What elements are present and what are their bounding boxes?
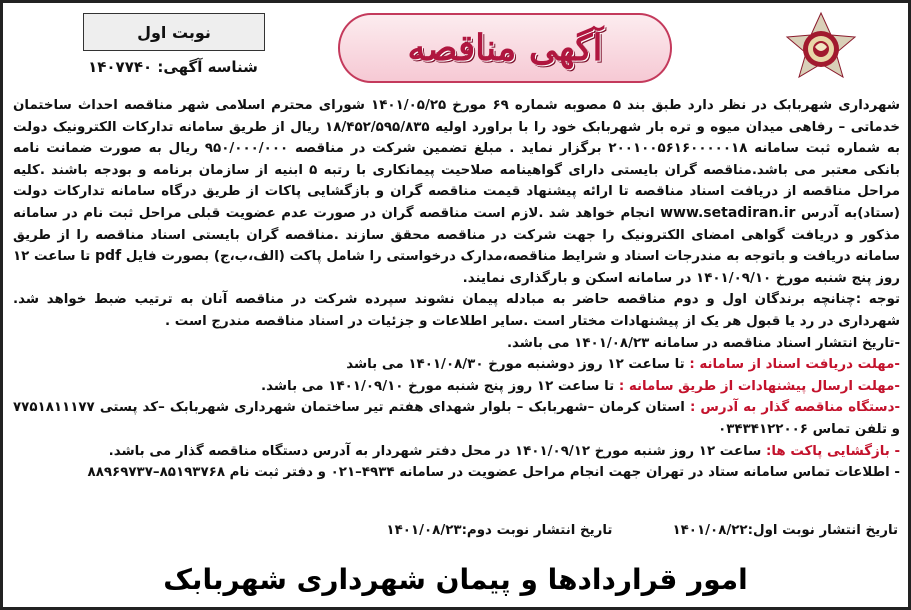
- title-banner: [338, 13, 672, 83]
- opening-label: - بازگشایی پاکت ها:: [765, 443, 900, 459]
- contact-info: - اطلاعات تماس سامانه ستاد در تهران جهت انجام مراحل عضویت در سامانه ۴۹۳۴–۰۲۱ و دفتر ثبت نام ۸۵۱۹۳۷۶۸–۸۸۹۶۹۷۳۷: [87, 465, 900, 481]
- receive-deadline: [13, 354, 900, 376]
- ad-id-label: شناسه آگهی:: [157, 58, 258, 76]
- ad-id: [73, 53, 273, 81]
- page-title: آگهی مناقصه: [407, 27, 603, 69]
- second-publication: تاریخ انتشار نوبت دوم:۱۴۰۱/۰۸/۲۳: [386, 523, 613, 538]
- footer-department: امور قراردادها و پیمان شهرداری شهربابک: [163, 562, 748, 596]
- intro-cont-text: انجام خواهد شد .لازم است مناقصه گران در صورت عدم عضویت قبلی مراحل ثبت نام در سامانه مذکور و دریافت گواهی امضای الکترونیک را جهت شرکت در مناقصه محقق سازند .مناقصه گران بایستی اسناد مناقصه را از طریق سامانه دریافت و باتوجه به مندرجات اسناد و شرایط مناقصه،مدارک درخواستی را شامل پاکت (الف،ب،ج) بصورت فایل: [13, 205, 900, 265]
- tender-address: [13, 397, 900, 440]
- receive-value: تا ساعت ۱۲ روز دوشنبه مورخ ۱۴۰۱/۰۸/۳۰ می باشد: [346, 357, 685, 373]
- submit-label: -مهلت ارسال پیشنهادات از طریق سامانه :: [618, 378, 900, 394]
- publish-date: -تاریخ انتشار اسناد مناقصه در سامانه ۱۴۰۱/۰۸/۲۳ می باشد.: [506, 335, 900, 351]
- notice-body: [13, 95, 900, 484]
- municipality-emblem-icon: [775, 9, 867, 89]
- envelope-opening: [13, 441, 900, 463]
- pdf-label: pdf: [95, 248, 122, 265]
- round-badge: [83, 13, 265, 51]
- first-publication: تاریخ انتشار نوبت اول:۱۴۰۱/۰۸/۲۲: [672, 523, 898, 538]
- address-label: -دستگاه مناقصه گذار به آدرس :: [689, 400, 901, 416]
- round-badge-label: نوبت اول: [137, 22, 211, 42]
- submit-value: تا ساعت ۱۲ روز پنج شنبه مورخ ۱۴۰۱/۰۹/۱۰ می باشد.: [261, 378, 615, 394]
- publication-dates: [123, 523, 898, 545]
- footer: [3, 551, 908, 607]
- opening-value: ساعت ۱۲ روز شنبه مورخ ۱۴۰۱/۰۹/۱۲ در محل دفتر شهردار به آدرس دستگاه مناقصه گذار می باشد.: [108, 443, 762, 459]
- notice-note: توجه :چنانچه برندگان اول و دوم مناقصه حاضر به مبادله پیمان نشوند سپرده شرکت در مناقصه آنان به ترتیب ضبط خواهد شد. شهرداری در رد یا قبول هر یک از پیشنهادات مختار است .سایر اطلاعات و جزئیات در اسناد مناقصه مندرج است .: [13, 292, 900, 329]
- intro-end-text: تا ساعت ۱۲ روز پنج شنبه مورخ ۱۴۰۱/۰۹/۱۰ در سامانه اسکن و بارگذاری نمایند.: [13, 249, 900, 286]
- receive-label: -مهلت دریافت اسناد از سامانه :: [689, 357, 900, 373]
- ad-id-value: ۱۴۰۷۷۴۰: [88, 58, 153, 76]
- intro-text: شهرداری شهربابک در نظر دارد طبق بند ۵ مصوبه شماره ۶۹ مورخ ۱۴۰۱/۰۵/۲۵ شورای محترم اسلامی شهر مناقصه احداث ساختمان خدماتی – رفاهی میدان میوه و تره بار شهربابک خود را با براورد اولیه ۱۸/۴۵۲/۵۹۵/۸۳۵ ریال از طریق سامانه تدارکات الکترونیک دولت به شماره ثبت سامانه ۲۰۰۱۰۰۵۶۱۶۰۰۰۰۰۱۸ برگزار نماید . مبلغ تضمین شرکت در مناقصه ۹۵۰/۰۰۰/۰۰۰ ریال به صورت ضمانت نامه بانکی معتبر می باشد.مناقصه گران بایستی دارای گواهینامه صلاحیت پیمانکاری با رتبه ۵ ابنیه از سازمان برنامه و بودجه باشند .کلیه مراحل مناقصه از دریافت اسناد مناقصه تا ارائه پیشنهاد قیمت مناقصه گران و بازگشایی پاکات از طریق درگاه سامانه تدارکات دولت (ستاد)به آدرس: [13, 98, 901, 221]
- address-value: استان کرمان –شهربابک – بلوار شهدای هفتم تیر ساختمان شهرداری شهربابک –کد پستی ۷۷۵۱۸۱۱۱۷۷ و تلفن تماس ۰۳۴۳۴۱۲۲۰۰۶: [13, 400, 900, 437]
- submit-deadline: [13, 376, 900, 398]
- notice-intro: [13, 95, 900, 289]
- website-link[interactable]: www.setadiran.ir: [660, 204, 796, 221]
